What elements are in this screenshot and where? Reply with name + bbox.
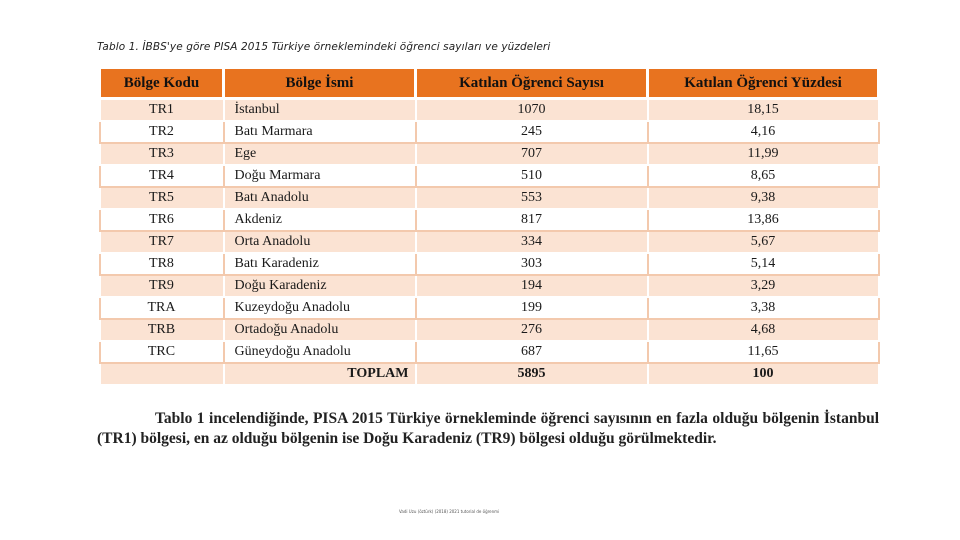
paragraph-text: Tablo 1 incelendiğinde, PISA 2015 Türkiye örnekleminde öğrenci sayısının en fazla olduğu bölgenin İstanbul (TR1) bölgesi, en az olduğu bölgenin ise Doğu Karadeniz (TR9) bölgesi olduğu görülmektedir. [97, 410, 879, 447]
student-count-cell: 303 [416, 253, 648, 275]
region-code-cell: TR8 [100, 253, 224, 275]
total-percent-cell: 100 [648, 363, 879, 385]
region-name-cell: Batı Marmara [224, 121, 416, 143]
table-row [100, 99, 879, 122]
student-percent-cell: 3,38 [648, 297, 879, 319]
student-count-cell: 510 [416, 165, 648, 187]
student-count-cell: 817 [416, 209, 648, 231]
region-name-cell: Ortadoğu Anadolu [224, 319, 416, 341]
student-count-cell: 1070 [416, 99, 648, 122]
student-percent-cell: 13,86 [648, 209, 879, 231]
region-code-cell: TRC [100, 341, 224, 363]
header-student-percent: Katılan Öğrenci Yüzdesi [648, 68, 879, 99]
region-name-cell: Doğu Marmara [224, 165, 416, 187]
region-name-cell: Batı Karadeniz [224, 253, 416, 275]
student-percent-cell: 11,65 [648, 341, 879, 363]
student-count-cell: 334 [416, 231, 648, 253]
table-row [100, 231, 879, 253]
student-percent-cell: 4,68 [648, 319, 879, 341]
region-code-cell: TR4 [100, 165, 224, 187]
region-name-cell: Ege [224, 143, 416, 165]
student-count-cell: 553 [416, 187, 648, 209]
total-empty-cell [100, 363, 224, 385]
student-count-cell: 687 [416, 341, 648, 363]
table-row [100, 121, 879, 143]
student-percent-cell: 5,14 [648, 253, 879, 275]
table-row [100, 165, 879, 187]
student-count-cell: 276 [416, 319, 648, 341]
region-code-cell: TRB [100, 319, 224, 341]
region-code-cell: TRA [100, 297, 224, 319]
table-row [100, 253, 879, 275]
table-row [100, 341, 879, 363]
region-code-cell: TR2 [100, 121, 224, 143]
header-region-name: Bölge İsmi [224, 68, 416, 99]
region-code-cell: TR3 [100, 143, 224, 165]
region-code-cell: TR1 [100, 99, 224, 122]
student-percent-cell: 4,16 [648, 121, 879, 143]
table-row [100, 187, 879, 209]
table-body [100, 99, 879, 386]
header-student-count: Katılan Öğrenci Sayısı [416, 68, 648, 99]
student-percent-cell: 9,38 [648, 187, 879, 209]
student-percent-cell: 8,65 [648, 165, 879, 187]
total-count-cell: 5895 [416, 363, 648, 385]
region-code-cell: TR9 [100, 275, 224, 297]
region-name-cell: İstanbul [224, 99, 416, 122]
student-count-cell: 707 [416, 143, 648, 165]
header-row [100, 68, 879, 99]
table-row [100, 209, 879, 231]
region-code-cell: TR5 [100, 187, 224, 209]
total-label-cell: TOPLAM [224, 363, 416, 385]
region-name-cell: Akdeniz [224, 209, 416, 231]
region-name-cell: Güneydoğu Anadolu [224, 341, 416, 363]
student-percent-cell: 18,15 [648, 99, 879, 122]
student-count-cell: 194 [416, 275, 648, 297]
region-name-cell: Kuzeydoğu Anadolu [224, 297, 416, 319]
region-name-cell: Batı Anadolu [224, 187, 416, 209]
region-code-cell: TR7 [100, 231, 224, 253]
total-row [100, 363, 879, 385]
region-code-cell: TR6 [100, 209, 224, 231]
table-caption: Tablo 1. İBBS'ye göre PISA 2015 Türkiye örneklemindeki öğrenci sayıları ve yüzdeleri [97, 41, 551, 53]
student-percent-cell: 5,67 [648, 231, 879, 253]
regions-table [98, 66, 880, 386]
table-row [100, 297, 879, 319]
student-percent-cell: 11,99 [648, 143, 879, 165]
student-percent-cell: 3,29 [648, 275, 879, 297]
region-name-cell: Orta Anadolu [224, 231, 416, 253]
region-name-cell: Doğu Karadeniz [224, 275, 416, 297]
body-paragraph [97, 409, 879, 449]
table-row [100, 319, 879, 341]
student-count-cell: 199 [416, 297, 648, 319]
student-count-cell: 245 [416, 121, 648, 143]
header-region-code: Bölge Kodu [100, 68, 224, 99]
table-row [100, 275, 879, 297]
footer-note: Vadi̇ Uzu (öztürk) (2018) 2021 tutorial de öğrenmi [399, 509, 500, 514]
table-row [100, 143, 879, 165]
